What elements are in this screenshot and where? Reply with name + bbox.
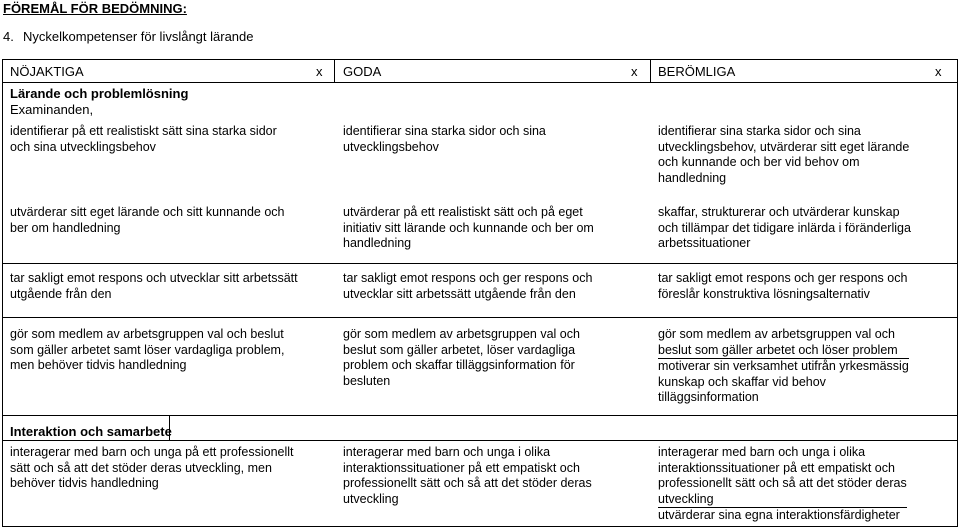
- row-divider: [2, 263, 958, 264]
- criterion-line: identifierar sina starka sidor och sina: [658, 124, 861, 138]
- criterion-line: identifierar sina starka sidor och sina: [343, 124, 546, 138]
- criterion-cell: [343, 271, 592, 302]
- criterion-line: interagerar med barn och unga i olika: [343, 445, 551, 459]
- criterion-line: utvecklingsbehov: [343, 139, 439, 154]
- header-col-divider: [334, 59, 335, 83]
- row-divider: [2, 415, 958, 416]
- criterion-line: identifierar på ett realistiskt sätt sina starka sidor: [10, 124, 277, 138]
- criterion-cell: [658, 205, 911, 252]
- criterion-line: professionellt sätt och så att det stöder deras: [343, 476, 592, 490]
- criterion-line: professionellt sätt och så att det stöder deras: [658, 476, 907, 490]
- criterion-line: och sina utvecklingsbehov: [10, 139, 156, 154]
- criterion-line: som gäller arbetet samt löser vardagliga problem,: [10, 342, 285, 357]
- subtitle-number: 4.: [3, 29, 14, 44]
- criterion-line: besluten: [343, 373, 391, 388]
- header-mark-excellent: x: [935, 64, 942, 79]
- criterion-line: interagerar med barn och unga på ett professionellt: [10, 445, 294, 459]
- table-bottom-border: [2, 526, 958, 527]
- header-col-good: GODA: [343, 64, 382, 79]
- criterion-line: tar sakligt emot respons och ger respons och: [343, 271, 593, 285]
- criterion-line: utveckling: [658, 491, 714, 506]
- section-title-interaction: Interaktion och samarbete: [10, 424, 172, 439]
- subtitle-text: Nyckelkompetenser för livslångt lärande: [23, 29, 254, 44]
- criterion-line: tar sakligt emot respons och utvecklar sitt arbetssätt: [10, 271, 298, 285]
- criterion-line: interaktionssituationer på ett empatiskt och: [343, 460, 580, 475]
- criterion-line: utvärderar sina egna interaktionsfärdigheter: [658, 507, 907, 524]
- criterion-line: föreslår konstruktiva lösningsalternativ: [658, 286, 870, 301]
- criterion-line: utvecklingsbehov, utvärderar sitt eget lärande: [658, 139, 910, 154]
- table-top-border: [2, 59, 958, 60]
- criterion-line: handledning: [658, 170, 727, 185]
- criterion-line: gör som medlem av arbetsgruppen val och: [658, 327, 895, 341]
- criterion-line: beslut som gäller arbetet, löser vardagliga: [343, 342, 576, 357]
- criterion-line: skaffar, strukturerar och utvärderar kunskap: [658, 205, 900, 219]
- section-title-learning: Lärande och problemlösning: [10, 86, 189, 101]
- header-bottom-border: [2, 82, 958, 83]
- criterion-line: utveckling: [343, 491, 399, 506]
- criterion-line: kunskap och skaffar vid behov: [658, 374, 826, 389]
- row-divider: [2, 317, 958, 318]
- criterion-line: utvecklar sitt arbetssätt utgående från den: [343, 286, 576, 301]
- criterion-line: sätt och så att det stöder deras utveckling, men: [10, 460, 272, 475]
- criterion-line: beslut som gäller arbetet och löser problem: [658, 342, 898, 357]
- criterion-cell: [10, 124, 277, 155]
- criterion-line: tar sakligt emot respons och ger respons och: [658, 271, 908, 285]
- criterion-line: och tillämpar det tidigare inlärda i föränderliga: [658, 220, 911, 235]
- criterion-cell: [343, 205, 594, 252]
- header-mark-satisfactory: x: [316, 64, 323, 79]
- criterion-cell: [10, 327, 284, 374]
- criterion-line: och kunnande och ber vid behov om: [658, 155, 860, 169]
- criterion-cell: [658, 271, 907, 302]
- criterion-cell: [10, 271, 298, 302]
- criterion-cell: [10, 445, 294, 492]
- section-subtitle: [3, 29, 254, 44]
- criterion-cell: [658, 124, 909, 186]
- criterion-line: ber om handledning: [10, 220, 121, 235]
- criterion-cell: [343, 445, 592, 507]
- criterion-cell: [10, 205, 284, 236]
- criterion-line: tilläggsinformation: [658, 390, 759, 404]
- header-mark-good: x: [631, 64, 638, 79]
- criterion-line: interagerar med barn och unga i olika: [658, 445, 866, 459]
- criterion-cell: [343, 327, 580, 389]
- table-left-border: [2, 59, 3, 527]
- criterion-line: problem och skaffar tilläggsinformation för: [343, 358, 575, 372]
- criterion-line: men behöver tidvis handledning: [10, 358, 187, 372]
- criterion-cell: [343, 124, 546, 155]
- header-col-satisfactory: NÖJAKTIGA: [10, 64, 84, 79]
- criterion-line: utgående från den: [10, 286, 112, 301]
- section-intro: Examinanden,: [10, 102, 94, 117]
- criterion-line: arbetssituationer: [658, 236, 751, 250]
- header-col-excellent: BERÖMLIGA: [658, 64, 736, 79]
- criterion-line: utvärderar på ett realistiskt sätt och på eget: [343, 205, 583, 219]
- criterion-line: initiativ sitt lärande och kunnande och ber om: [343, 220, 594, 235]
- criterion-cell: [658, 445, 907, 524]
- criterion-line: interaktionssituationer på ett empatiskt och: [658, 460, 895, 475]
- page-title: FÖREMÅL FÖR BEDÖMNING:: [3, 1, 187, 16]
- section-divider: [2, 440, 958, 441]
- criterion-line: behöver tidvis handledning: [10, 476, 159, 490]
- criterion-line: handledning: [343, 236, 412, 250]
- criterion-line: gör som medlem av arbetsgruppen val och: [343, 327, 580, 341]
- criterion-line: motiverar sin verksamhet utifrån yrkesmässig: [658, 359, 909, 373]
- criterion-line: gör som medlem av arbetsgruppen val och beslut: [10, 327, 284, 341]
- criterion-cell: [658, 327, 909, 406]
- table-right-border: [957, 59, 958, 527]
- header-col-divider: [650, 59, 651, 83]
- criterion-line: utvärderar sitt eget lärande och sitt kunnande och: [10, 205, 285, 219]
